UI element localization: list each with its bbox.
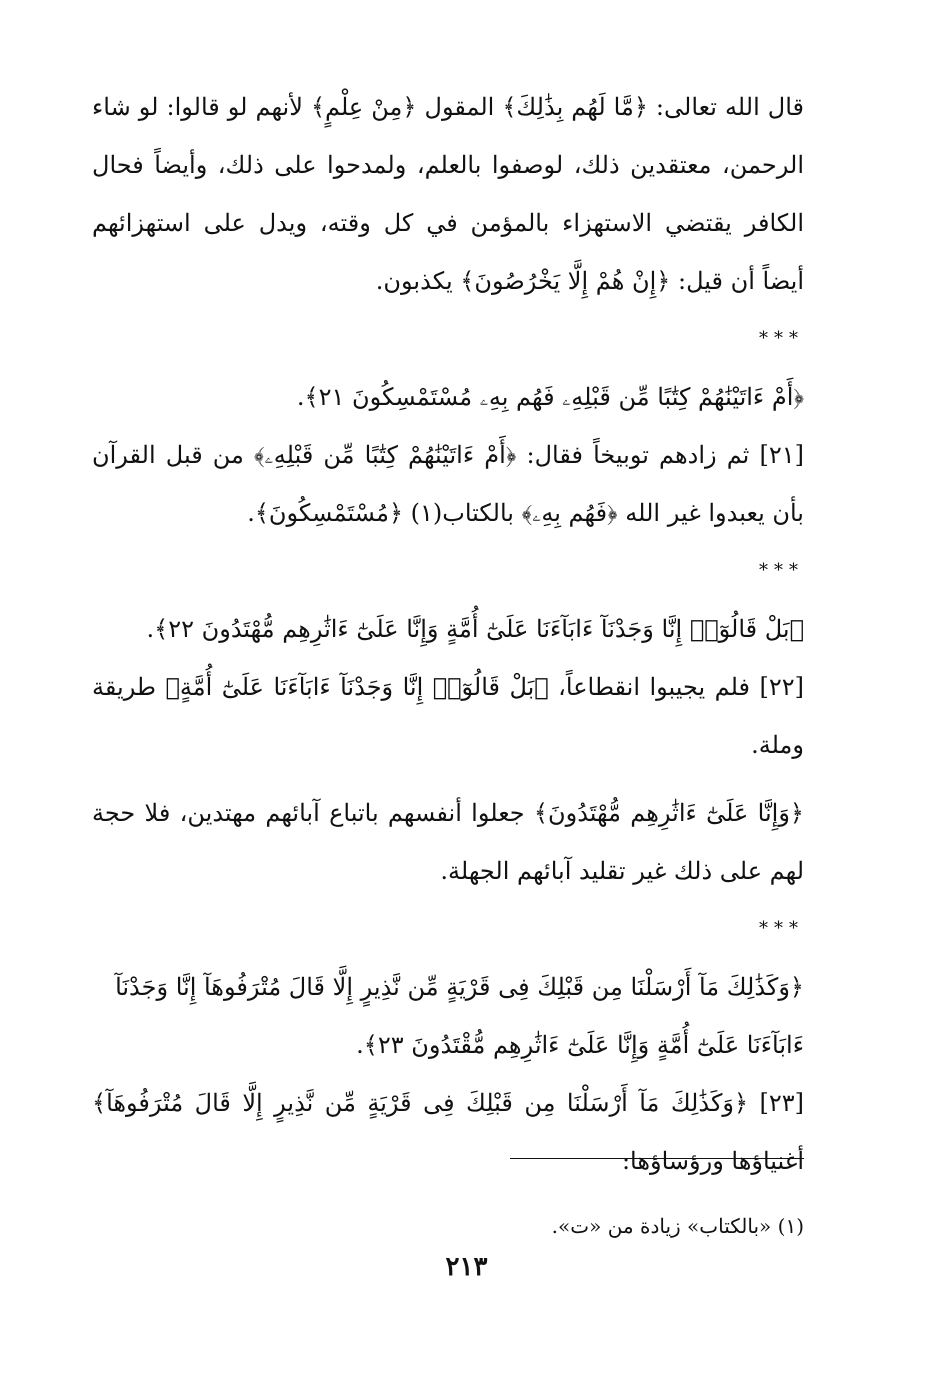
section-separator: *** [759, 328, 804, 349]
paragraph-commentary-20: قال الله تعالى: ﴿مَّا لَهُم بِذَٰلِكَ﴾ المقول ﴿مِنْ عِلْمٍ﴾ لأنهم لو قالوا: لو شاء الرحمن، معتقدين ذلك، لوصفوا بالعلم، ولمدحوا على ذلك، وأيضاً فحال الكافر يقتضي الاستهزاء بالمؤمن في كل وقته، ويدل على استهزائهم أيضاً أن قيل: ﴿إِنْ هُمْ إِلَّا يَخْرُصُونَ﴾ يكذبون. [92, 93, 804, 295]
verse-22: ﴿بَلْ قَالُوٓا۟ إِنَّا وَجَدْنَآ ءَابَآءَنَا عَلَىٰٓ أُمَّةٍ وَإِنَّا عَلَىٰٓ ءَاثَٰرِهِم مُّهْتَدُونَ ٢٢﴾. [146, 615, 804, 643]
paragraph-commentary-22b: ﴿وَإِنَّا عَلَىٰٓ ءَاثَٰرِهِم مُّهْتَدُونَ﴾ جعلوا أنفسهم باتباع آبائهم مهتدين، فلا حجة لهم على ذلك غير تقليد آبائهم الجهلة. [92, 799, 804, 885]
page-number: ٢١٣ [445, 1252, 488, 1282]
section-separator: *** [759, 560, 804, 581]
verse-23: ﴿وَكَذَٰلِكَ مَآ أَرْسَلْنَا مِن قَبْلِكَ فِى قَرْيَةٍ مِّن نَّذِيرٍ إِلَّا قَالَ مُتْرَفُوهَآ إِنَّا وَجَدْنَآ ءَابَآءَنَا عَلَىٰٓ أُمَّةٍ وَإِنَّا عَلَىٰٓ ءَاثَٰرِهِم مُّقْتَدُونَ ٢٣﴾. [115, 973, 804, 1059]
paragraph-commentary-23: [٢٣] ﴿وَكَذَٰلِكَ مَآ أَرْسَلْنَا مِن قَبْلِكَ فِى قَرْيَةٍ مِّن نَّذِيرٍ إِلَّا قَالَ مُتْرَفُوهَآ﴾ أغنياؤها ورؤساؤها: [92, 1089, 804, 1175]
main-text [92, 78, 804, 1190]
footnote-divider [510, 1158, 804, 1159]
footnote: (١) «بالكتاب» زيادة من «ت». [551, 1214, 804, 1238]
paragraph-commentary-22: [٢٢] فلم يجيبوا انقطاعاً، ﴿بَلْ قَالُوٓا۟ إِنَّا وَجَدْنَآ ءَابَآءَنَا عَلَىٰٓ أُمَّةٍ﴾ طريقة وملة. [92, 673, 805, 759]
verse-21: ﴿أَمْ ءَاتَيْنَٰهُمْ كِتَٰبًا مِّن قَبْلِهِۦ فَهُم بِهِۦ مُسْتَمْسِكُونَ ٢١﴾. [296, 383, 804, 411]
section-separator: *** [759, 918, 804, 939]
paragraph-commentary-21: [٢١] ثم زادهم توبيخاً فقال: ﴿أَمْ ءَاتَيْنَٰهُمْ كِتَٰبًا مِّن قَبْلِهِۦ﴾ من قبل القرآن بأن يعبدوا غير الله ﴿فَهُم بِهِۦ﴾ بالكتاب(١) ﴿مُسْتَمْسِكُونَ﴾. [92, 441, 804, 527]
